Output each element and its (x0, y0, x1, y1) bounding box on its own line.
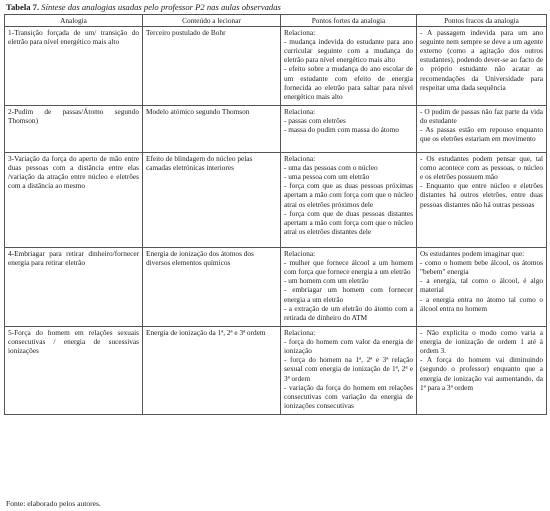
cell-analogia: 3-Variação da força do aperto de mão entre duas pessoas com a distância entre elas /variação da atração entre núcleo e eletrões com a distância ao mesmo (5, 153, 143, 248)
cell-line: - O pudim de passas não faz parte da vida do estudante (420, 107, 543, 126)
cell-pontos-fortes (281, 27, 417, 106)
cell-line: - a energia entra no átomo tal como o álcool entra no homem (420, 294, 543, 313)
cell-pontos-fortes (281, 153, 417, 248)
table-row (5, 327, 547, 415)
cell-line: - força do homem na 1ª, 2ª e 3ª relação sexual com energia de ionização de 1ª, 2ª e 3ª ordem (284, 355, 413, 383)
cell-conteudo: Terceiro postulado de Bohr (143, 27, 281, 106)
table-row (5, 106, 547, 153)
header-pontos-fortes: Pontos fortes da analogia (281, 15, 417, 27)
cell-conteudo: Modelo atómico segundo Thomson (143, 106, 281, 153)
header-analogia: Analogia (5, 15, 143, 27)
cell-line: - efeito sobre a mudança do ano escolar de um estudante com efeito de energia fornecida ao eletrão para saltar para nível energético mais alto (284, 64, 413, 101)
cell-line: - uma pessoa com um eletrão (284, 172, 370, 182)
cell-line: - embriagar um homem com fornecer energia a um eletrão (284, 285, 413, 304)
table-body (5, 27, 547, 415)
table-caption (6, 2, 544, 13)
cell-analogia: 2-Pudim de passas/Átomo segundo Thomson) (5, 106, 143, 153)
table-caption-text: Síntese das analogias usadas pelo professor P2 nas aulas observadas (39, 2, 281, 12)
cell-conteudo: Energia de ionização dos átomos dos diversos elementos químicos (143, 248, 281, 327)
source-note: Fonte: elaborado pelos autores. (6, 499, 101, 508)
cell-pontos-fracos (417, 27, 547, 106)
cell-line: - a extração de um eletrão do átomo com a retirada de dinheiro do ATM (284, 303, 413, 322)
cell-pontos-fracos (417, 248, 547, 327)
cell-line: - variação da força do homem em relações consecutivas com variação da energia de ionizações consecutivas (284, 382, 413, 410)
cell-line: Relaciona: (284, 107, 316, 117)
cell-analogia: 4-Embriagar para retirar dinheiro/fornecer energia para retirar eletrão (5, 248, 143, 327)
cell-line: - força do homem com valor da energia de ionização (284, 337, 413, 356)
cell-line: - Enquanto que entre núcleo e eletrões distantes há outros eletrões, entre duas pessoas distantes não há outras pessoas (420, 181, 543, 209)
table-header-row (5, 15, 547, 27)
cell-line: Os estudantes podem imaginar que: (420, 249, 525, 259)
table-row (5, 153, 547, 248)
table-row (5, 248, 547, 327)
table-row (5, 27, 547, 106)
cell-line: - As passas estão em repouso enquanto que os eletrões estariam em movimento (420, 125, 543, 144)
cell-line: - A força do homem vai diminuindo (segundo o professor) enquanto que a energia de ionização vai aumentando, da 1ª para a 3ª ordem (420, 355, 543, 392)
cell-line: - Os estudantes podem pensar que, tal como acontece com as pessoas, o núcleo e os eletrões possuem mão (420, 154, 543, 182)
analogies-table (4, 14, 547, 415)
cell-line: Relaciona: (284, 154, 316, 164)
cell-line: Relaciona: (284, 328, 316, 338)
cell-line: - a energia, tal como o álcool, é algo material (420, 276, 543, 295)
cell-pontos-fortes (281, 248, 417, 327)
cell-line: - um homem com um eletrão (284, 276, 369, 286)
cell-line: - A passagem indevida para um ano seguinte nem sempre se deve a um agente externo (como a agitação dos outros estudantes), podendo dever-se ao facto de o próprio estudante não acatar as recomendações da Universidade para respeitar uma dada sequência (420, 28, 543, 92)
cell-pontos-fracos (417, 153, 547, 248)
header-pontos-fracos: Pontos fracos da analogia (417, 15, 547, 27)
cell-line: - Não explicita o modo como varia a energia de ionização de ordem 1 até à ordem 3. (420, 328, 543, 356)
cell-line: - como o homem bebe álcool, os átomos "bebem" energia (420, 258, 543, 277)
cell-line: - passas com eletrões (284, 116, 346, 126)
cell-line: - massa do pudim com massa do átomo (284, 125, 399, 135)
cell-line: - força com que as duas pessoas próximas apertam a mão com força com que o núcleo atrai os eletrões próximos dele (284, 181, 413, 209)
cell-pontos-fracos (417, 106, 547, 153)
cell-line: - mudança indevida do estudante para ano curricular seguinte com a mudança do eletrão para nível energético mais alto (284, 37, 413, 65)
cell-pontos-fortes (281, 327, 417, 415)
cell-line: Relaciona: (284, 28, 316, 38)
cell-analogia: 5-Força do homem em relações sexuais consecutivas / energia de sucessivas ionizações (5, 327, 143, 415)
cell-conteudo: Efeito de blindagem do núcleo pelas camadas eletrónicas interiores (143, 153, 281, 248)
cell-line: - força com que de duas pessoas distantes apertam a mão com força com que o núcleo atrai os eletrões distantes dele (284, 208, 413, 236)
cell-analogia: 1-Transição forçada de um/ transição do eletrão para nível energético mais alto (5, 27, 143, 106)
cell-pontos-fortes (281, 106, 417, 153)
header-conteudo: Conteúdo a lecionar (143, 15, 281, 27)
table-caption-label: Tabela 7. (6, 2, 40, 12)
cell-line: - uma das pessoas com o núcleo (284, 163, 378, 173)
cell-conteudo: Energia de ionização da 1ª, 2ª e 3ª ordem (143, 327, 281, 415)
cell-line: Relaciona: (284, 249, 316, 259)
cell-line: - mulher que fornece álcool a um homem com força que fornece energia a um eletrão (284, 258, 413, 277)
cell-pontos-fracos (417, 327, 547, 415)
